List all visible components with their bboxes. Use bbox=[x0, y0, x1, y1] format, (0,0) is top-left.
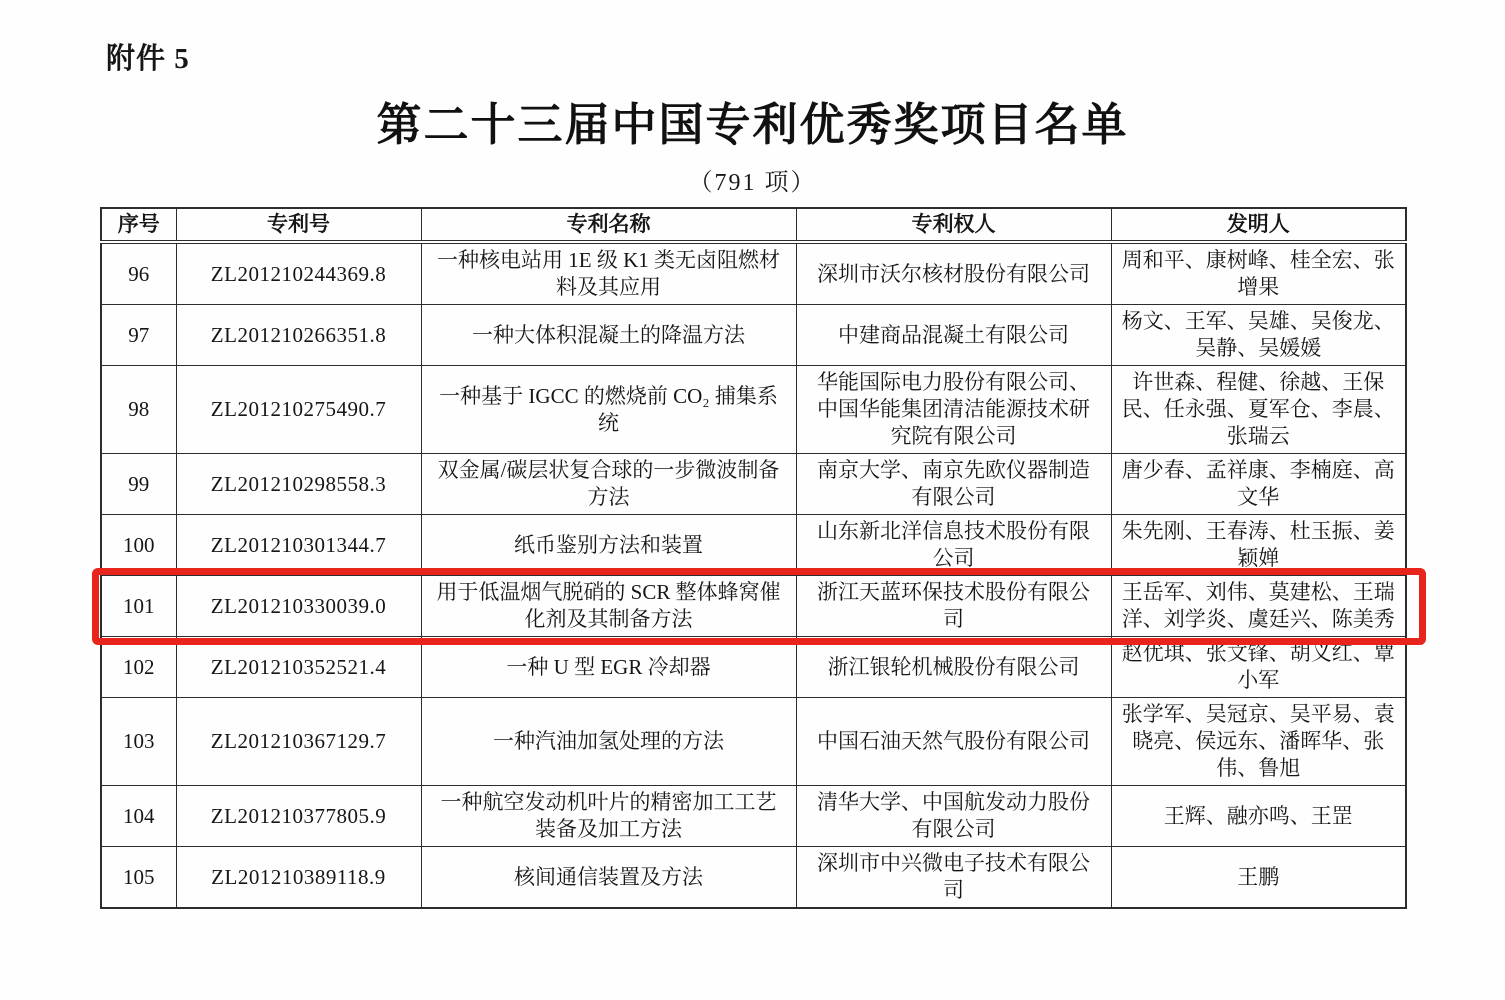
cell-patentee: 清华大学、中国航发动力股份有限公司 bbox=[796, 786, 1111, 847]
cell-patent-number: ZL201210275490.7 bbox=[176, 366, 421, 454]
cell-patent-number: ZL201210377805.9 bbox=[176, 786, 421, 847]
attachment-label: 附件 5 bbox=[106, 43, 190, 75]
cell-patent-name: 一种 U 型 EGR 冷却器 bbox=[421, 637, 796, 698]
cell-patent-number: ZL201210266351.8 bbox=[176, 305, 421, 366]
cell-patent-number: ZL201210298558.3 bbox=[176, 454, 421, 515]
table-header-row bbox=[101, 208, 1406, 242]
table-row bbox=[101, 242, 1406, 305]
page-subtitle: （791 项） bbox=[688, 170, 817, 196]
cell-index: 105 bbox=[101, 847, 176, 909]
cell-inventors: 周和平、康树峰、桂全宏、张增果 bbox=[1111, 242, 1406, 305]
cell-inventors: 赵优琪、张文锋、胡义红、覃小军 bbox=[1111, 637, 1406, 698]
cell-patentee: 中国石油天然气股份有限公司 bbox=[796, 698, 1111, 786]
table-body bbox=[101, 242, 1406, 908]
cell-index: 99 bbox=[101, 454, 176, 515]
cell-patent-name: 一种基于 IGCC 的燃烧前 CO₂ 捕集系统 bbox=[421, 366, 796, 454]
table-row bbox=[101, 305, 1406, 366]
cell-patentee: 中建商品混凝土有限公司 bbox=[796, 305, 1111, 366]
cell-inventors: 张学军、吴冠京、吴平易、袁晓亮、侯远东、潘晖华、张伟、鲁旭 bbox=[1111, 698, 1406, 786]
cell-inventors: 唐少春、孟祥康、李楠庭、高文华 bbox=[1111, 454, 1406, 515]
cell-patent-name: 核间通信装置及方法 bbox=[421, 847, 796, 909]
column-header-index: 序号 bbox=[101, 208, 176, 242]
cell-patent-number: ZL201210301344.7 bbox=[176, 515, 421, 576]
cell-patentee: 山东新北洋信息技术股份有限公司 bbox=[796, 515, 1111, 576]
cell-patent-name: 纸币鉴别方法和装置 bbox=[421, 515, 796, 576]
cell-index: 102 bbox=[101, 637, 176, 698]
cell-patentee: 深圳市沃尔核材股份有限公司 bbox=[796, 242, 1111, 305]
cell-patent-name: 一种大体积混凝土的降温方法 bbox=[421, 305, 796, 366]
table-row bbox=[101, 637, 1406, 698]
cell-patent-name: 双金属/碳层状复合球的一步微波制备方法 bbox=[421, 454, 796, 515]
table-row bbox=[101, 576, 1406, 637]
page-title: 第二十三届中国专利优秀奖项目名单 bbox=[376, 100, 1129, 150]
cell-patentee: 浙江银轮机械股份有限公司 bbox=[796, 637, 1111, 698]
cell-patent-name: 一种汽油加氢处理的方法 bbox=[421, 698, 796, 786]
cell-patentee: 浙江天蓝环保技术股份有限公司 bbox=[796, 576, 1111, 637]
cell-patent-name: 一种航空发动机叶片的精密加工工艺装备及加工方法 bbox=[421, 786, 796, 847]
table-row bbox=[101, 515, 1406, 576]
column-header-patent-name: 专利名称 bbox=[421, 208, 796, 242]
cell-patentee: 华能国际电力股份有限公司、中国华能集团清洁能源技术研究院有限公司 bbox=[796, 366, 1111, 454]
cell-index: 100 bbox=[101, 515, 176, 576]
cell-patent-number: ZL201210367129.7 bbox=[176, 698, 421, 786]
cell-patent-name: 用于低温烟气脱硝的 SCR 整体蜂窝催化剂及其制备方法 bbox=[421, 576, 796, 637]
cell-index: 96 bbox=[101, 242, 176, 305]
table-row bbox=[101, 454, 1406, 515]
cell-patent-number: ZL201210330039.0 bbox=[176, 576, 421, 637]
cell-patentee: 南京大学、南京先欧仪器制造有限公司 bbox=[796, 454, 1111, 515]
column-header-patentee: 专利权人 bbox=[796, 208, 1111, 242]
cell-inventors: 王岳军、刘伟、莫建松、王瑞洋、刘学炎、虞廷兴、陈美秀 bbox=[1111, 576, 1406, 637]
cell-patent-number: ZL201210389118.9 bbox=[176, 847, 421, 909]
cell-inventors: 朱先刚、王春涛、杜玉振、姜颖婵 bbox=[1111, 515, 1406, 576]
cell-patent-number: ZL201210352521.4 bbox=[176, 637, 421, 698]
cell-inventors: 许世森、程健、徐越、王保民、任永强、夏军仓、李晨、张瑞云 bbox=[1111, 366, 1406, 454]
cell-patent-number: ZL201210244369.8 bbox=[176, 242, 421, 305]
column-header-patent-number: 专利号 bbox=[176, 208, 421, 242]
table-row bbox=[101, 786, 1406, 847]
cell-index: 101 bbox=[101, 576, 176, 637]
cell-index: 98 bbox=[101, 366, 176, 454]
cell-index: 97 bbox=[101, 305, 176, 366]
cell-index: 103 bbox=[101, 698, 176, 786]
cell-patentee: 深圳市中兴微电子技术有限公司 bbox=[796, 847, 1111, 909]
cell-index: 104 bbox=[101, 786, 176, 847]
column-header-inventors: 发明人 bbox=[1111, 208, 1406, 242]
table-row bbox=[101, 366, 1406, 454]
table-row bbox=[101, 847, 1406, 909]
cell-inventors: 杨文、王军、吴雄、吴俊龙、吴静、吴媛媛 bbox=[1111, 305, 1406, 366]
table-row bbox=[101, 698, 1406, 786]
cell-patent-name: 一种核电站用 1E 级 K1 类无卤阻燃材料及其应用 bbox=[421, 242, 796, 305]
cell-inventors: 王辉、融亦鸣、王罡 bbox=[1111, 786, 1406, 847]
cell-inventors: 王鹏 bbox=[1111, 847, 1406, 909]
patents-table bbox=[100, 207, 1407, 909]
